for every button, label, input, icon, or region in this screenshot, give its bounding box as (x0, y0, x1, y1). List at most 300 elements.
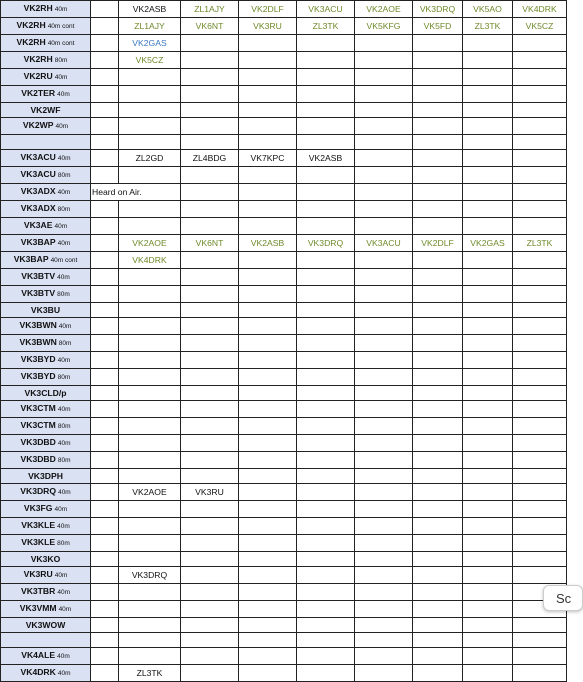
contact-cell[interactable] (181, 452, 239, 469)
contact-cell[interactable] (513, 352, 567, 369)
contact-cell[interactable] (297, 286, 355, 303)
contact-cell[interactable] (355, 518, 413, 535)
contact-cell[interactable] (413, 318, 463, 335)
contact-cell[interactable] (513, 567, 567, 584)
callsign-cell[interactable] (1, 335, 91, 352)
contact-cell[interactable] (463, 335, 513, 352)
contact-cell[interactable] (119, 552, 181, 567)
contact-cell[interactable] (355, 103, 413, 118)
callsign-cell[interactable] (1, 118, 91, 135)
contact-cell[interactable] (513, 86, 567, 103)
contact-cell[interactable] (463, 103, 513, 118)
callsign-cell[interactable] (1, 484, 91, 501)
contact-cell[interactable] (463, 435, 513, 452)
contact-cell[interactable] (355, 252, 413, 269)
contact-cell[interactable] (119, 103, 181, 118)
contact-cell[interactable] (119, 418, 181, 435)
contact-cell[interactable] (297, 518, 355, 535)
contact-cell[interactable] (463, 201, 513, 218)
contact-cell[interactable] (413, 535, 463, 552)
contact-cell[interactable] (413, 584, 463, 601)
spacer-cell[interactable] (91, 286, 119, 303)
contact-cell[interactable] (181, 518, 239, 535)
contact-cell[interactable] (181, 633, 239, 648)
contact-cell[interactable] (513, 69, 567, 86)
contact-cell[interactable] (413, 103, 463, 118)
contact-cell[interactable] (413, 286, 463, 303)
contact-cell[interactable]: VK4DRK (119, 252, 181, 269)
contact-cell[interactable] (513, 252, 567, 269)
contact-cell[interactable] (119, 269, 181, 286)
contact-cell[interactable] (355, 184, 413, 201)
contact-cell[interactable] (463, 286, 513, 303)
callsign-cell[interactable] (1, 303, 91, 318)
spacer-cell[interactable] (91, 401, 119, 418)
contact-cell[interactable] (413, 501, 463, 518)
contact-cell[interactable] (513, 435, 567, 452)
contact-cell[interactable] (513, 648, 567, 665)
contact-cell[interactable] (239, 601, 297, 618)
contact-cell[interactable] (413, 435, 463, 452)
contact-cell[interactable] (355, 584, 413, 601)
contact-cell[interactable] (463, 567, 513, 584)
contact-cell[interactable] (297, 665, 355, 682)
contact-cell[interactable] (413, 218, 463, 235)
contact-cell[interactable] (513, 535, 567, 552)
contact-cell[interactable] (513, 484, 567, 501)
contact-cell[interactable] (239, 103, 297, 118)
contact-cell[interactable] (181, 665, 239, 682)
contact-cell[interactable] (119, 69, 181, 86)
contact-cell[interactable] (463, 601, 513, 618)
contact-cell[interactable] (297, 369, 355, 386)
contact-cell[interactable] (297, 567, 355, 584)
contact-cell[interactable] (513, 518, 567, 535)
callsign-cell[interactable] (1, 401, 91, 418)
contact-cell[interactable] (181, 552, 239, 567)
contact-cell[interactable] (355, 69, 413, 86)
contact-cell[interactable]: VK5CZ (119, 52, 181, 69)
callsign-cell[interactable] (1, 352, 91, 369)
contact-cell[interactable] (181, 218, 239, 235)
contact-cell[interactable] (463, 518, 513, 535)
contact-cell[interactable] (181, 601, 239, 618)
contact-cell[interactable] (513, 418, 567, 435)
contact-cell[interactable] (463, 618, 513, 633)
contact-cell[interactable]: VK5AO (463, 1, 513, 18)
contact-cell[interactable] (513, 401, 567, 418)
spacer-cell[interactable] (91, 135, 119, 150)
contact-cell[interactable]: ZL1AJY (119, 18, 181, 35)
contact-cell[interactable] (463, 218, 513, 235)
contact-cell[interactable] (463, 401, 513, 418)
spacer-cell[interactable] (91, 201, 119, 218)
contact-cell[interactable] (181, 286, 239, 303)
contact-cell[interactable] (413, 167, 463, 184)
callsign-cell[interactable] (1, 184, 91, 201)
contact-cell[interactable] (297, 452, 355, 469)
contact-cell[interactable] (413, 303, 463, 318)
contact-cell[interactable] (413, 201, 463, 218)
contact-cell[interactable] (413, 86, 463, 103)
note-cell[interactable]: Heard on Air. (91, 184, 181, 201)
callsign-cell[interactable] (1, 252, 91, 269)
contact-cell[interactable] (463, 633, 513, 648)
contact-cell[interactable] (355, 435, 413, 452)
contact-cell[interactable] (239, 52, 297, 69)
spacer-cell[interactable] (91, 648, 119, 665)
callsign-cell[interactable] (1, 201, 91, 218)
contact-cell[interactable] (513, 501, 567, 518)
contact-cell[interactable]: VK2ASB (239, 235, 297, 252)
contact-cell[interactable] (181, 35, 239, 52)
contact-cell[interactable] (513, 135, 567, 150)
contact-cell[interactable]: VK3ACU (355, 235, 413, 252)
contact-cell[interactable] (513, 633, 567, 648)
contact-cell[interactable] (119, 633, 181, 648)
contact-cell[interactable]: VK5KFG (355, 18, 413, 35)
contact-cell[interactable] (239, 167, 297, 184)
contact-cell[interactable]: VK2DLF (413, 235, 463, 252)
contact-cell[interactable] (239, 335, 297, 352)
contact-cell[interactable] (181, 201, 239, 218)
contact-cell[interactable] (355, 286, 413, 303)
contact-cell[interactable] (297, 135, 355, 150)
spacer-cell[interactable] (91, 167, 119, 184)
contact-cell[interactable] (239, 418, 297, 435)
contact-cell[interactable] (463, 150, 513, 167)
callsign-cell[interactable] (1, 518, 91, 535)
contact-cell[interactable] (513, 618, 567, 633)
contact-cell[interactable] (239, 35, 297, 52)
contact-cell[interactable] (297, 252, 355, 269)
spacer-cell[interactable] (91, 484, 119, 501)
contact-cell[interactable] (297, 52, 355, 69)
callsign-cell[interactable] (1, 386, 91, 401)
contact-cell[interactable] (239, 484, 297, 501)
spacer-cell[interactable] (91, 318, 119, 335)
spacer-cell[interactable] (91, 501, 119, 518)
contact-cell[interactable] (181, 303, 239, 318)
contact-cell[interactable] (239, 318, 297, 335)
contact-cell[interactable] (513, 552, 567, 567)
callsign-cell[interactable] (1, 318, 91, 335)
contact-cell[interactable] (119, 335, 181, 352)
spacer-cell[interactable] (91, 335, 119, 352)
contact-cell[interactable] (355, 352, 413, 369)
contact-cell[interactable] (513, 218, 567, 235)
callsign-cell[interactable] (1, 633, 91, 648)
contact-cell[interactable]: VK3RU (181, 484, 239, 501)
contact-cell[interactable] (413, 150, 463, 167)
contact-cell[interactable] (119, 352, 181, 369)
contact-cell[interactable] (355, 167, 413, 184)
contact-cell[interactable] (239, 184, 297, 201)
contact-cell[interactable] (181, 252, 239, 269)
contact-cell[interactable] (297, 303, 355, 318)
contact-cell[interactable] (513, 286, 567, 303)
contact-cell[interactable] (355, 601, 413, 618)
contact-cell[interactable] (463, 167, 513, 184)
contact-cell[interactable] (297, 201, 355, 218)
contact-cell[interactable] (463, 303, 513, 318)
contact-cell[interactable] (413, 135, 463, 150)
contact-cell[interactable] (119, 435, 181, 452)
spacer-cell[interactable] (91, 69, 119, 86)
contact-cell[interactable] (181, 52, 239, 69)
spacer-cell[interactable] (91, 518, 119, 535)
spacer-cell[interactable] (91, 35, 119, 52)
contact-cell[interactable] (297, 501, 355, 518)
contact-cell[interactable] (239, 584, 297, 601)
contact-cell[interactable] (463, 69, 513, 86)
callsign-cell[interactable] (1, 103, 91, 118)
contact-cell[interactable] (119, 167, 181, 184)
contact-cell[interactable]: VK7KPC (239, 150, 297, 167)
contact-cell[interactable] (355, 335, 413, 352)
contact-cell[interactable] (297, 633, 355, 648)
contact-cell[interactable] (355, 269, 413, 286)
callsign-cell[interactable] (1, 235, 91, 252)
contact-cell[interactable] (297, 601, 355, 618)
contact-cell[interactable] (297, 552, 355, 567)
spacer-cell[interactable] (91, 369, 119, 386)
contact-cell[interactable] (181, 318, 239, 335)
contact-cell[interactable] (463, 369, 513, 386)
contact-cell[interactable] (181, 103, 239, 118)
contact-cell[interactable] (119, 648, 181, 665)
contact-cell[interactable] (239, 452, 297, 469)
contact-cell[interactable] (297, 584, 355, 601)
callsign-cell[interactable] (1, 535, 91, 552)
contact-cell[interactable] (355, 118, 413, 135)
spacer-cell[interactable] (91, 235, 119, 252)
contact-cell[interactable] (297, 352, 355, 369)
contact-cell[interactable] (181, 335, 239, 352)
contact-cell[interactable] (463, 418, 513, 435)
contact-cell[interactable] (355, 150, 413, 167)
spacer-cell[interactable] (91, 452, 119, 469)
callsign-cell[interactable] (1, 218, 91, 235)
contact-cell[interactable] (513, 201, 567, 218)
callsign-cell[interactable] (1, 552, 91, 567)
callsign-cell[interactable] (1, 35, 91, 52)
contact-cell[interactable] (119, 601, 181, 618)
contact-cell[interactable] (463, 35, 513, 52)
contact-cell[interactable] (463, 184, 513, 201)
contact-cell[interactable] (181, 584, 239, 601)
contact-cell[interactable]: VK2DLF (239, 1, 297, 18)
contact-cell[interactable] (239, 633, 297, 648)
contact-cell[interactable] (513, 469, 567, 484)
contact-cell[interactable] (181, 167, 239, 184)
spacer-cell[interactable] (91, 218, 119, 235)
contact-cell[interactable] (355, 535, 413, 552)
contact-cell[interactable]: VK2AOE (119, 235, 181, 252)
contact-cell[interactable]: VK2GAS (463, 235, 513, 252)
contact-cell[interactable] (239, 552, 297, 567)
callsign-cell[interactable] (1, 286, 91, 303)
contact-cell[interactable] (355, 633, 413, 648)
contact-cell[interactable] (355, 567, 413, 584)
contact-cell[interactable]: VK3DRQ (119, 567, 181, 584)
contact-cell[interactable] (463, 318, 513, 335)
contact-cell[interactable] (513, 452, 567, 469)
contact-cell[interactable]: VK3RU (239, 18, 297, 35)
contact-cell[interactable] (413, 648, 463, 665)
contact-cell[interactable] (355, 665, 413, 682)
contact-cell[interactable] (463, 118, 513, 135)
spacer-cell[interactable] (91, 435, 119, 452)
contact-cell[interactable] (239, 648, 297, 665)
spacer-cell[interactable] (91, 269, 119, 286)
contact-cell[interactable] (513, 665, 567, 682)
contact-cell[interactable] (119, 386, 181, 401)
contact-cell[interactable] (119, 452, 181, 469)
contact-cell[interactable] (297, 418, 355, 435)
contact-cell[interactable]: VK5CZ (513, 18, 567, 35)
contact-cell[interactable] (355, 218, 413, 235)
contact-cell[interactable] (463, 352, 513, 369)
contact-cell[interactable] (119, 369, 181, 386)
contact-cell[interactable] (297, 484, 355, 501)
contact-cell[interactable] (239, 286, 297, 303)
contact-cell[interactable]: ZL3TK (463, 18, 513, 35)
contact-cell[interactable] (413, 184, 463, 201)
contact-cell[interactable] (119, 401, 181, 418)
contact-cell[interactable] (355, 35, 413, 52)
contact-cell[interactable] (181, 369, 239, 386)
callsign-cell[interactable] (1, 369, 91, 386)
contact-cell[interactable] (297, 535, 355, 552)
contact-cell[interactable] (413, 352, 463, 369)
contact-cell[interactable] (413, 69, 463, 86)
contact-cell[interactable] (181, 135, 239, 150)
contact-cell[interactable] (413, 401, 463, 418)
spacer-cell[interactable] (91, 386, 119, 401)
contact-cell[interactable] (119, 501, 181, 518)
contact-cell[interactable] (355, 469, 413, 484)
callsign-cell[interactable] (1, 135, 91, 150)
contact-cell[interactable] (181, 184, 239, 201)
spacer-cell[interactable] (91, 352, 119, 369)
contact-cell[interactable] (413, 601, 463, 618)
contact-cell[interactable] (463, 665, 513, 682)
contact-cell[interactable] (463, 86, 513, 103)
contact-cell[interactable] (513, 386, 567, 401)
contact-cell[interactable] (181, 352, 239, 369)
contact-cell[interactable] (297, 648, 355, 665)
spacer-cell[interactable] (91, 535, 119, 552)
callsign-cell[interactable] (1, 665, 91, 682)
spacer-cell[interactable] (91, 552, 119, 567)
contact-cell[interactable] (119, 286, 181, 303)
contact-cell[interactable] (239, 435, 297, 452)
contact-cell[interactable] (413, 369, 463, 386)
contact-cell[interactable] (119, 118, 181, 135)
contact-cell[interactable] (355, 501, 413, 518)
contact-cell[interactable]: VK2GAS (119, 35, 181, 52)
contact-cell[interactable] (181, 648, 239, 665)
contact-cell[interactable]: VK4DRK (513, 1, 567, 18)
contact-cell[interactable] (239, 369, 297, 386)
contact-cell[interactable] (239, 567, 297, 584)
contact-cell[interactable] (181, 435, 239, 452)
contact-cell[interactable]: ZL3TK (297, 18, 355, 35)
callsign-cell[interactable] (1, 69, 91, 86)
spacer-cell[interactable] (91, 633, 119, 648)
contact-cell[interactable]: VK6NT (181, 18, 239, 35)
contact-cell[interactable] (181, 86, 239, 103)
contact-cell[interactable] (463, 648, 513, 665)
contact-cell[interactable]: VK2ASB (297, 150, 355, 167)
contact-cell[interactable] (463, 252, 513, 269)
contact-cell[interactable]: VK2AOE (355, 1, 413, 18)
callsign-cell[interactable] (1, 52, 91, 69)
contact-cell[interactable] (239, 501, 297, 518)
contact-cell[interactable] (413, 386, 463, 401)
contact-cell[interactable] (119, 318, 181, 335)
contact-cell[interactable] (239, 618, 297, 633)
contact-cell[interactable] (355, 452, 413, 469)
contact-cell[interactable] (181, 567, 239, 584)
callsign-cell[interactable] (1, 418, 91, 435)
callsign-cell[interactable] (1, 501, 91, 518)
contact-cell[interactable] (413, 335, 463, 352)
contact-cell[interactable] (413, 618, 463, 633)
contact-cell[interactable] (181, 118, 239, 135)
spacer-cell[interactable] (91, 303, 119, 318)
contact-cell[interactable] (181, 501, 239, 518)
spacer-cell[interactable] (91, 52, 119, 69)
contact-cell[interactable] (413, 35, 463, 52)
contact-cell[interactable] (239, 469, 297, 484)
spacer-cell[interactable] (91, 469, 119, 484)
spacer-cell[interactable] (91, 18, 119, 35)
spacer-cell[interactable] (91, 584, 119, 601)
contact-cell[interactable] (413, 418, 463, 435)
contact-cell[interactable]: VK2ASB (119, 1, 181, 18)
contact-cell[interactable]: ZL3TK (513, 235, 567, 252)
callsign-cell[interactable] (1, 469, 91, 484)
contact-cell[interactable] (355, 52, 413, 69)
spacer-cell[interactable] (91, 150, 119, 167)
contact-cell[interactable] (181, 386, 239, 401)
contact-cell[interactable] (513, 52, 567, 69)
callsign-cell[interactable] (1, 269, 91, 286)
contact-cell[interactable] (181, 469, 239, 484)
contact-cell[interactable] (239, 218, 297, 235)
callsign-cell[interactable] (1, 1, 91, 18)
contact-cell[interactable] (463, 52, 513, 69)
contact-cell[interactable] (513, 318, 567, 335)
contact-cell[interactable] (239, 86, 297, 103)
contact-cell[interactable] (119, 469, 181, 484)
contact-cell[interactable] (355, 484, 413, 501)
contact-cell[interactable] (413, 484, 463, 501)
callsign-cell[interactable] (1, 86, 91, 103)
spacer-cell[interactable] (91, 567, 119, 584)
contact-cell[interactable] (355, 135, 413, 150)
spacer-cell[interactable] (91, 1, 119, 18)
contact-cell[interactable] (413, 118, 463, 135)
contact-cell[interactable] (413, 552, 463, 567)
contact-cell[interactable]: VK2AOE (119, 484, 181, 501)
contact-cell[interactable] (119, 618, 181, 633)
contact-cell[interactable] (239, 665, 297, 682)
callsign-cell[interactable] (1, 150, 91, 167)
contact-cell[interactable] (413, 665, 463, 682)
